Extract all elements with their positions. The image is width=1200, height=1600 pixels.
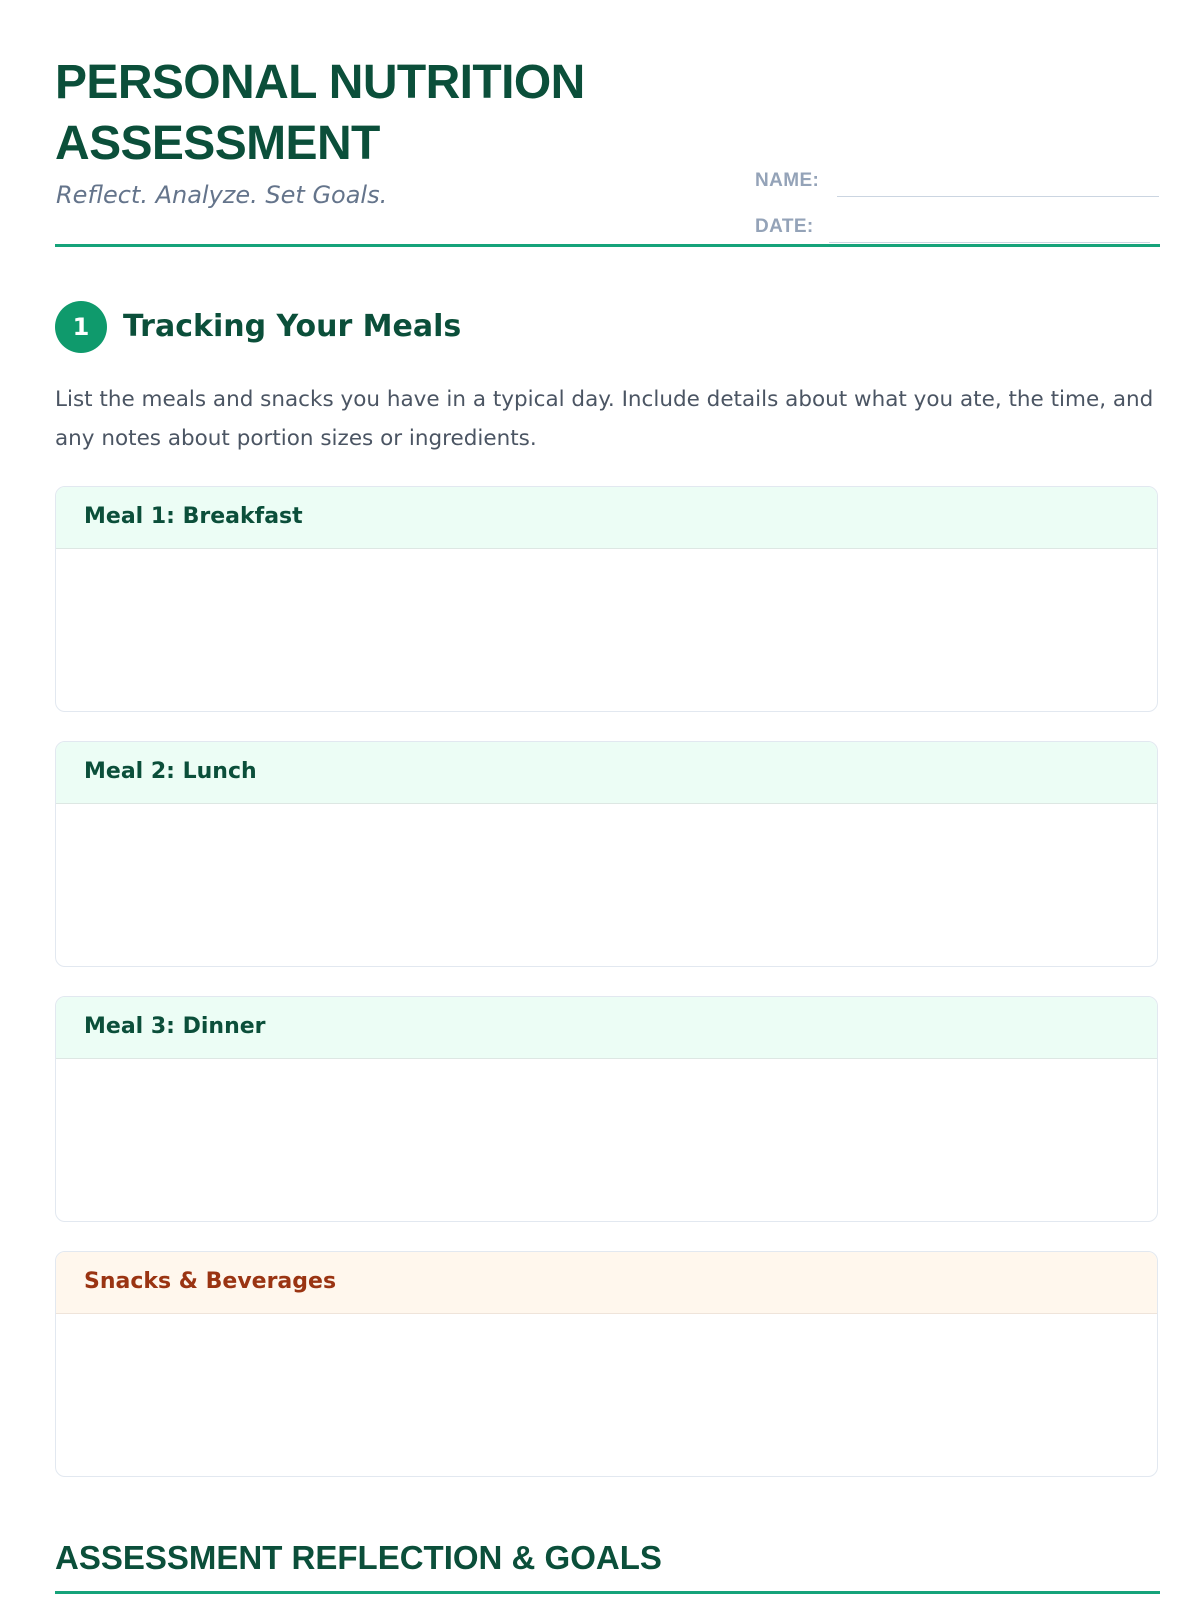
meal-card-header: Meal 2: Lunch	[56, 742, 1157, 804]
date-field-row	[755, 214, 1159, 250]
worksheet-header	[55, 52, 1160, 247]
date-label: DATE:	[755, 216, 814, 237]
meal-card-dinner	[55, 996, 1158, 1222]
step-number-badge: 1	[55, 301, 107, 353]
section-instructions: List the meals and snacks you have in a typical day. Include details about what you ate, the time, and any notes about portion sizes or ingredients.	[55, 387, 1154, 451]
name-label: NAME:	[755, 170, 820, 191]
meal-notes-area[interactable]	[56, 804, 1157, 966]
meal-notes-area[interactable]	[56, 1059, 1157, 1221]
reflection-title: ASSESSMENT REFLECTION & GOALS	[55, 1539, 662, 1576]
meal-card-breakfast	[55, 486, 1158, 712]
meal-card-header: Meal 1: Breakfast	[56, 487, 1157, 549]
meal-card-snacks	[55, 1251, 1158, 1477]
reflection-section	[55, 1528, 1160, 1594]
page-title: PERSONAL NUTRITION ASSESSMENT	[55, 56, 585, 170]
meal-card-header: Meal 3: Dinner	[56, 997, 1157, 1059]
meal-card-header: Snacks & Beverages	[56, 1252, 1157, 1314]
page-subtitle: Reflect. Analyze. Set Goals.	[56, 181, 388, 209]
name-field-row	[755, 168, 1159, 204]
meal-notes-area[interactable]	[56, 549, 1157, 711]
meal-notes-area[interactable]	[56, 1314, 1157, 1476]
name-field[interactable]	[837, 196, 1159, 197]
meal-card-lunch	[55, 741, 1158, 967]
date-field[interactable]	[829, 242, 1150, 243]
section-title: Tracking Your Meals	[123, 309, 462, 344]
